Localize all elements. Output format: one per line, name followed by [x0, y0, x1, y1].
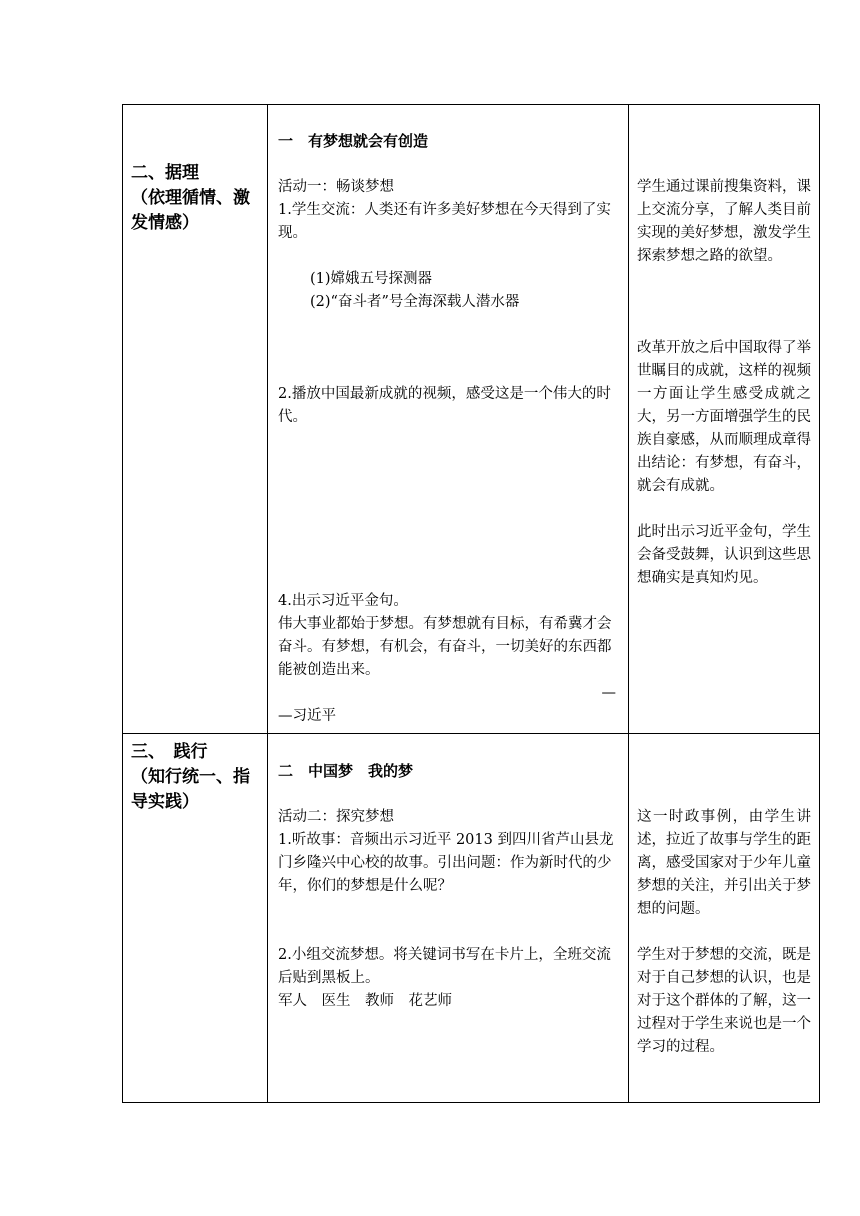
stage-cell [123, 105, 268, 734]
table-row [123, 734, 820, 1103]
stage-subtitle: （知行统一、指导实践） [131, 767, 250, 812]
stage-cell [123, 734, 268, 1103]
activity-title: 活动一：畅谈梦想 [278, 179, 394, 195]
activity-item-2: 2.小组交流梦想。将关键词书写在卡片上，全班交流后贴到黑板上。 [278, 947, 611, 986]
design-note: 改革开放之后中国取得了举世瞩目的成就，这样的视频一方面让学生感受成就之大，另一方面增强学生的民族自豪感，从而顺理成章得出结论：有梦想，有奋斗，就会有成就。 [637, 340, 811, 494]
activity-cell [268, 734, 629, 1103]
activity-title: 活动二：探究梦想 [278, 809, 394, 825]
design-intent-cell [629, 105, 820, 734]
activity-subitem-1: (1)嫦娥五号探测器 [310, 271, 433, 287]
activity-cell [268, 105, 629, 734]
stage-subtitle: （依理循情、激发情感） [131, 188, 250, 233]
design-note: 学生通过课前搜集资料，课上交流分享，了解人类目前实现的美好梦想，激发学生探索梦想之路的欲望。 [637, 179, 811, 264]
stage-title: 二、据理 [131, 163, 199, 183]
design-intent-cell [629, 734, 820, 1103]
keyword-list: 军人 医生 教师 花艺师 [278, 993, 452, 1009]
design-note: 这一时政事例，由学生讲述，拉近了故事与学生的距离，感受国家对于少年儿童梦想的关注，并引出关于梦想的问题。 [637, 809, 811, 917]
activity-item-1: 1.听故事：音频出示习近平 2013 到四川省芦山县龙门乡隆兴中心校的故事。引出问题：作为新时代的少年，你们的梦想是什么呢？ [278, 832, 614, 894]
quote-text: 伟大事业都始于梦想。有梦想就有目标，有希冀才会奋斗。有梦想，有机会，有奋斗，一切美好的东西都能被创造出来。 [278, 616, 612, 678]
section-title: 二 中国梦 我的梦 [278, 762, 414, 780]
lesson-plan-table [122, 104, 820, 1103]
design-note: 学生对于梦想的交流，既是对于自己梦想的认识，也是对于这个群体的了解，这一过程对于学生来说也是一个学习的过程。 [637, 947, 811, 1055]
activity-item-1: 1.学生交流：人类还有许多美好梦想在今天得到了实现。 [278, 202, 611, 241]
design-note: 此时出示习近平金句，学生会备受鼓舞，认识到这些思想确实是真知灼见。 [637, 524, 811, 586]
activity-subitem-2: (2)“奋斗者”号全海深载人潜水器 [310, 294, 520, 310]
stage-title: 三、 践行 [131, 742, 208, 762]
quote-author: —习近平 [278, 708, 336, 724]
activity-item-2: 2.播放中国最新成就的视频，感受这是一个伟大的时代。 [278, 386, 611, 425]
table-row [123, 105, 820, 734]
activity-item-4: 4.出示习近平金句。 [278, 593, 408, 609]
quote-dash: — [601, 685, 616, 701]
section-title: 一 有梦想就会有创造 [278, 132, 429, 150]
